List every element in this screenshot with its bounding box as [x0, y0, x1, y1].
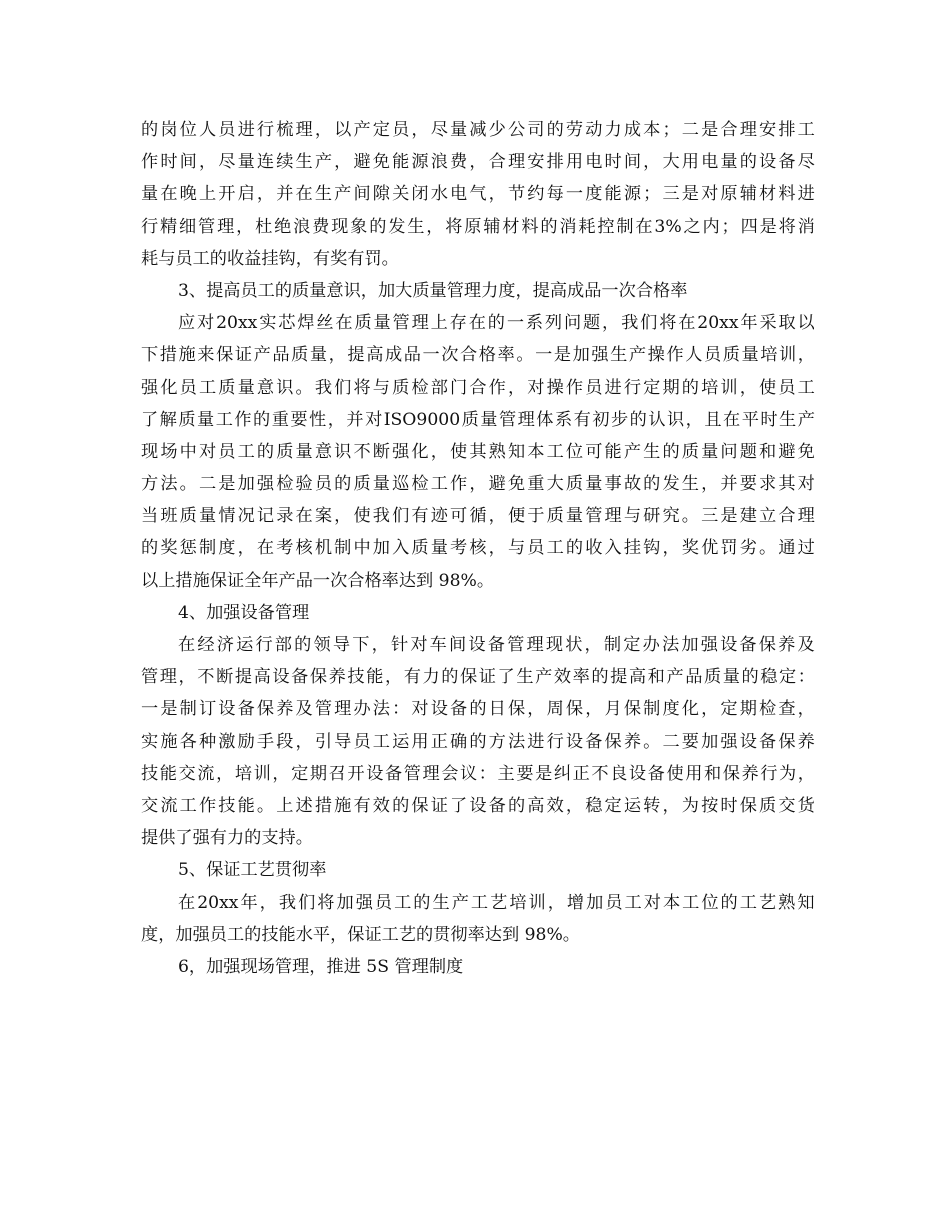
text-line: 了 解 质 量 工 作 的 重 要 性 ， 并 对 ISO9000 质 量 管 理 体 系 有 初 步 的 认 识 ， 且 在 平 时 生 产 [141, 409, 815, 430]
text-line: 交 流 工 作 技 能 。 上 述 措 施 有 效 的 保 证 了 设 备 的 高 效 ， 稳 定 运 转 ， 为 按 时 保 质 交 货 [141, 795, 815, 816]
line-text: 耗与员工的收益挂钩，有奖有罚。 [141, 248, 399, 269]
line-text: 4、加强设备管理 [178, 602, 310, 623]
text-line: 强 化 员 工 质 量 意 识 。 我 们 将 与 质 检 部 门 合 作 ， 对 操 作 员 进 行 定 期 的 培 训 ， 使 员 工 [141, 377, 815, 398]
text-line: 的 岗 位 人 员 进 行 梳 理 ， 以 产 定 员 ， 尽 量 减 少 公 司 的 劳 动 力 成 本 ； 二 是 合 理 安 排 工 [141, 120, 815, 140]
text-line [141, 854, 815, 886]
text-line: 实 施 各 种 激 励 手 段 ， 引 导 员 工 运 用 正 确 的 方 法 进 行 设 备 保 养 。 二 要 加 强 设 备 保 养 [141, 731, 815, 752]
text-line [141, 243, 815, 275]
text-line: 行 精 细 管 理 ， 杜 绝 浪 费 现 象 的 发 生 ， 将 原 辅 材 料 的 消 耗 控 制 在 3% 之 内 ； 四 是 将 消 [141, 216, 815, 237]
line-text: 度，加强员工的技能水平，保证工艺的贯彻率达到 98%。 [141, 924, 580, 945]
text-line: 作 时 间 ， 尽 量 连 续 生 产 ， 避 免 能 源 浪 费 ， 合 理 安 排 用 电 时 间 ， 大 用 电 量 的 设 备 尽 [141, 152, 815, 173]
text-line [141, 275, 815, 307]
text-line: 当 班 质 量 情 况 记 录 在 案 ， 使 我 们 有 迹 可 循 ， 便 于 质 量 管 理 与 研 究 。 三 是 建 立 合 理 [141, 506, 815, 527]
text-line [141, 597, 815, 629]
text-line: 量 在 晚 上 开 启 ， 并 在 生 产 间 隙 关 闭 水 电 气 ， 节 约 每 一 度 能 源 ； 三 是 对 原 辅 材 料 进 [141, 184, 815, 205]
line-text: 以上措施保证全年产品一次合格率达到 98%。 [141, 570, 495, 591]
text-line: 在 经 济 运 行 部 的 领 导 下 ， 针 对 车 间 设 备 管 理 现 状 ， 制 定 办 法 加 强 设 备 保 养 及 [178, 635, 815, 655]
text-line: 的 奖 惩 制 度 ， 在 考 核 机 制 中 加 入 质 量 考 核 ， 与 员 工 的 收 入 挂 钩 ， 奖 优 罚 劣 。 通 过 [141, 538, 815, 559]
text-line: 管 理 ， 不 断 提 高 设 备 保 养 技 能 ， 有 力 的 保 证 了 生 产 效 率 的 提 高 和 产 品 质 量 的 稳 定 ： [141, 667, 815, 688]
text-line: 技 能 交 流 ， 培 训 ， 定 期 召 开 设 备 管 理 会 议 ： 主 要 是 纠 正 不 良 设 备 使 用 和 保 养 行 为 ， [141, 763, 815, 784]
line-text: 5、保证工艺贯彻率 [178, 860, 327, 881]
line-text: 提供了强有力的支持。 [141, 828, 313, 849]
text-line: 现 场 中 对 员 工 的 质 量 意 识 不 断 强 化 ， 使 其 熟 知 本 工 位 可 能 产 生 的 质 量 问 题 和 避 免 [141, 441, 815, 462]
line-text: 3、提高员工的质量意识，加大质量管理力度，提高成品一次合格率 [178, 280, 688, 301]
document-body [141, 114, 815, 983]
text-line: 在 20xx 年 ， 我 们 将 加 强 员 工 的 生 产 工 艺 培 训 ， 增 加 员 工 对 本 工 位 的 工 艺 熟 知 [178, 892, 815, 913]
line-text: 6，加强现场管理，推进 5S 管理制度 [178, 956, 464, 977]
text-line [141, 919, 815, 951]
text-line: 方 法 。 二 是 加 强 检 验 员 的 质 量 巡 检 工 作 ， 避 免 重 大 质 量 事 故 的 发 生 ， 并 要 求 其 对 [141, 474, 815, 495]
text-line [141, 822, 815, 854]
text-line [141, 951, 815, 983]
text-line: 一 是 制 订 设 备 保 养 及 管 理 办 法 ： 对 设 备 的 日 保 ， 周 保 ， 月 保 制 度 化 ， 定 期 检 查 ， [141, 699, 815, 720]
text-line: 应 对 20xx 实 芯 焊 丝 在 质 量 管 理 上 存 在 的 一 系 列 问 题 ， 我 们 将 在 20xx 年 采 取 以 [178, 313, 815, 334]
text-line [141, 565, 815, 597]
text-line: 下 措 施 来 保 证 产 品 质 量 ， 提 高 成 品 一 次 合 格 率 。 一 是 加 强 生 产 操 作 人 员 质 量 培 训 ， [141, 345, 815, 366]
